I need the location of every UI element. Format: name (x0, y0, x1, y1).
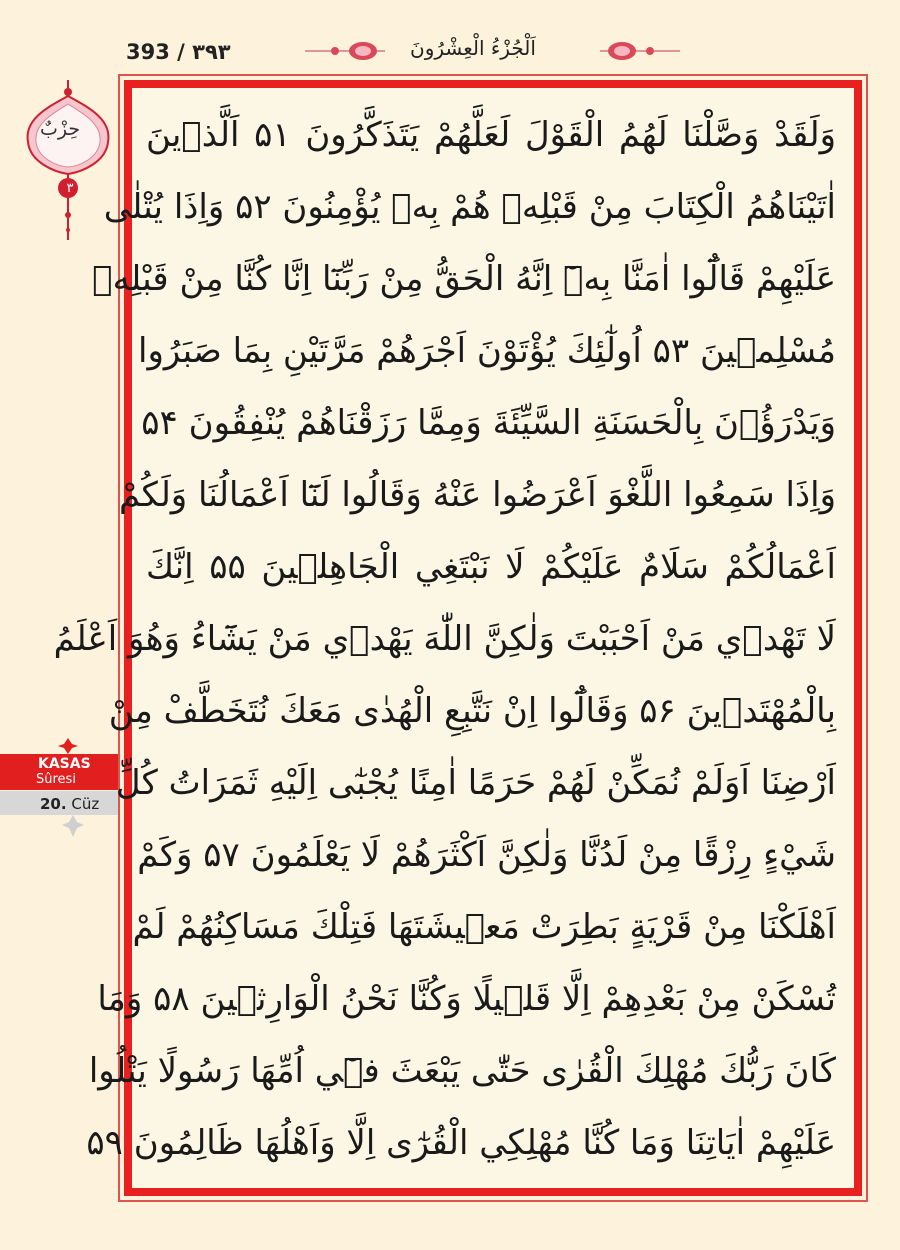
hizb-ornament-icon (20, 80, 116, 240)
juz-tab-ornament-icon (58, 815, 88, 837)
text-line: اٰتَيْنَاهُمُ الْكِتَابَ مِنْ قَبْلِهٖ هُمْ بِهٖ يُؤْمِنُونَ ۵۲ وَاِذَا يُتْلٰى (103, 187, 836, 227)
text-line: شَيْءٍ رِزْقًا مِنْ لَدُنَّا وَلٰكِنَّ اَكْثَرَهُمْ لَا يَعْلَمُونَ ۵۷ وَكَمْ (137, 835, 836, 875)
text-line: وَاِذَا سَمِعُوا اللَّغْوَ اَعْرَضُوا عَنْهُ وَقَالُوا لَنَٓا اَعْمَالُنَا وَلَكُمْ (119, 475, 836, 515)
sura-name: KASAS (38, 756, 91, 772)
text-line: اَعْمَالُكُمْ سَلَامٌ عَلَيْكُمْ لَا نَبْتَغِي الْجَاهِلٖينَ ۵۵ اِنَّكَ (146, 547, 836, 587)
header-ornament-left-icon (305, 38, 385, 64)
juz-number: 20. (40, 795, 67, 813)
header-ornament-right-icon (600, 38, 680, 64)
text-line: بِالْمُهْتَدٖينَ ۵۶ وَقَالُٓوا اِنْ نَتَّبِعِ الْهُدٰى مَعَكَ نُتَخَطَّفْ مِنْ (108, 691, 836, 731)
juz-title: اَلْجُزْءُ الْعِشْرُونَ (410, 36, 536, 60)
sura-tab-ornament-icon (0, 736, 118, 754)
text-line: لَا تَهْدٖي مَنْ اَحْبَبْتَ وَلٰكِنَّ اللّٰهَ يَهْدٖي مَنْ يَشَٓاءُ وَهُوَ اَعْلَمُ (53, 619, 836, 659)
text-line: تُسْكَنْ مِنْ بَعْدِهِمْ اِلَّا قَلٖيلًا وَكُنَّا نَحْنُ الْوَارِثٖينَ ۵۸ وَمَا (97, 979, 836, 1019)
text-line: اَرْضِنَا اَوَلَمْ نُمَكِّنْ لَهُمْ حَرَمًا اٰمِنًا يُجْبٰٓى اِلَيْهِ ثَمَرَاتُ كُلِّ (115, 763, 836, 803)
text-line: وَيَدْرَؤُ۫نَ بِالْحَسَنَةِ السَّيِّئَةَ وَمِمَّا رَزَقْنَاهُمْ يُنْفِقُونَ ۵۴ (141, 403, 836, 443)
text-line: عَلَيْهِمْ اٰيَاتِنَا وَمَا كُنَّا مُهْلِكِي الْقُرٰٓى اِلَّا وَاَهْلُهَا ظَالِمُونَ ۵۹ (86, 1123, 836, 1163)
sura-subtitle: Sûresi (36, 772, 76, 787)
page-header (0, 0, 900, 75)
hizb-label: حِزْبٌ (40, 118, 81, 140)
text-line: مُسْلِمٖينَ ۵۳ اُولٰٓئِكَ يُؤْتَوْنَ اَجْرَهُمْ مَرَّتَيْنِ بِمَا صَبَرُوا (138, 331, 836, 371)
hizb-number: ٣ (66, 181, 74, 196)
text-line: وَلَقَدْ وَصَّلْنَا لَهُمُ الْقَوْلَ لَعَلَّهُمْ يَتَذَكَّرُونَ ۵۱ اَلَّذٖينَ (146, 115, 836, 155)
juz-word: Cüz (71, 795, 100, 813)
page-number: 393 / ٣٩٣ (126, 40, 231, 64)
juz-label (40, 795, 99, 813)
text-line: اَهْلَكْنَا مِنْ قَرْيَةٍ بَطِرَتْ مَعٖيشَتَهَا فَتِلْكَ مَسَاكِنُهُمْ لَمْ (132, 907, 836, 947)
text-line: عَلَيْهِمْ قَالُٓوا اٰمَنَّا بِهٖٓ اِنَّهُ الْحَقُّ مِنْ رَبِّنَٓا اِنَّا كُنَّا مِنْ قَبْلِهٖ (92, 259, 836, 299)
text-line: كَانَ رَبُّكَ مُهْلِكَ الْقُرٰى حَتّٰى يَبْعَثَ فٖٓي اُمِّهَا رَسُولًا يَتْلُوا (88, 1051, 836, 1091)
